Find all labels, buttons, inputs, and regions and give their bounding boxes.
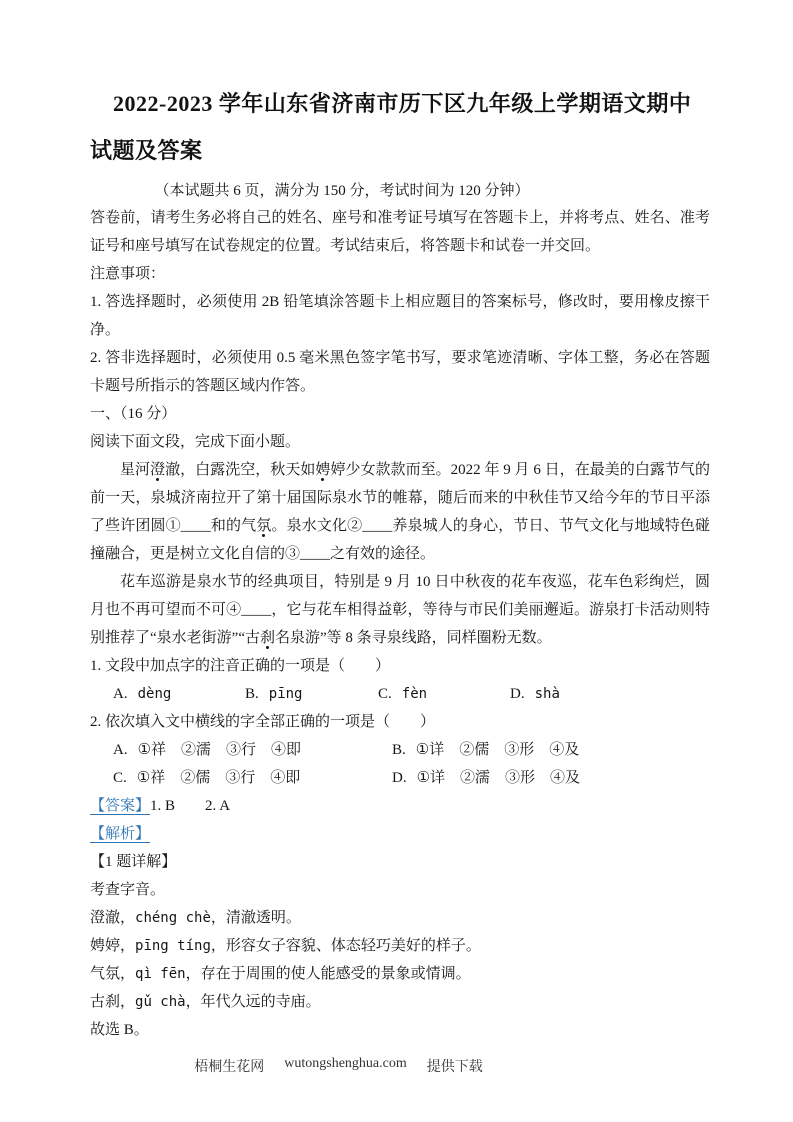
- explanation-text: 考查字音。: [90, 882, 166, 898]
- option-text: ①详 ②儒 ③形 ④及: [415, 742, 580, 758]
- question-1-option-b: [245, 680, 378, 708]
- explanation-text: ，清澈透明。: [210, 910, 301, 926]
- option-label: A.: [113, 742, 128, 758]
- explanation-line: [90, 988, 710, 1016]
- footer-download-label: 提供下载: [426, 1060, 483, 1075]
- option-label: A.: [113, 686, 128, 702]
- answer-text: 1. B 2. A: [150, 798, 231, 814]
- emphasized-char: 刹: [259, 630, 275, 646]
- explanation-line: [90, 904, 710, 932]
- question-1-option-c: [378, 680, 510, 708]
- explanation-pinyin: chéng chè: [135, 910, 211, 926]
- option-label: C.: [113, 770, 127, 786]
- explanation-text: 故选 B。: [90, 1022, 149, 1038]
- explanation-line: [90, 876, 710, 904]
- explanation-text: ，形容女子容貌、体态轻巧美好的样子。: [210, 938, 481, 954]
- option-label: C.: [378, 686, 392, 702]
- question-1-option-d: [510, 680, 710, 708]
- question-2-options: [90, 736, 710, 792]
- explanation-line: [90, 960, 710, 988]
- explanation-text: 澄澈，: [90, 910, 136, 926]
- question-2-option-c: [113, 764, 392, 792]
- option-label: B.: [245, 686, 259, 702]
- option-label: B.: [392, 742, 406, 758]
- notice-item-2: 2. 答非选择题时，必须使用 0.5 毫米黑色签字笔书写，要求笔迹清晰、字体工整，务必在答题卡题号所指示的答题区域内作答。: [90, 350, 710, 394]
- emphasized-char: 氛: [256, 518, 272, 534]
- question-2-option-d: [392, 764, 710, 792]
- explanation-line: [90, 1016, 710, 1044]
- answer-line: [90, 792, 710, 820]
- question-1-options: [90, 680, 710, 708]
- explanation-text: 气氛，: [90, 966, 136, 982]
- question-2-option-b: [392, 736, 710, 764]
- option-label: D.: [510, 686, 525, 702]
- emphasized-char: 娉: [315, 462, 331, 478]
- explanation-pinyin: pīng tíng: [135, 938, 211, 954]
- passage-text: 。泉水文化②____养泉城人的身心，节日、节气文化与地域特色碰撞融合，更是树立文化自信的③____之有效的途径。: [90, 518, 710, 562]
- question-1-option-a: [113, 680, 245, 708]
- passage-intro: 阅读下面文段，完成下面小题。: [90, 434, 301, 450]
- option-text: pīng: [268, 686, 303, 702]
- analysis-tag: 【解析】: [90, 826, 151, 842]
- page-title: [90, 80, 710, 174]
- explanation-text: 古刹，: [90, 994, 136, 1010]
- page-title-line2: 试题及答案: [90, 138, 203, 163]
- notice-heading: 注意事项：: [90, 266, 166, 282]
- explanation-line: [90, 932, 710, 960]
- question-1-stem: 1. 文段中加点字的注音正确的一项是（ ）: [90, 658, 391, 674]
- page-title-line1: 2022-2023 学年山东省济南市历下区九年级上学期语文期中: [113, 91, 692, 116]
- answer-tag: 【答案】: [90, 798, 151, 814]
- option-label: D.: [392, 770, 407, 786]
- exam-info: （本试题共 6 页，满分为 150 分，考试时间为 120 分钟）: [154, 183, 530, 199]
- footer-site-url: wutongshenghua.com: [284, 1056, 407, 1071]
- option-text: shà: [534, 686, 560, 702]
- explanation-text: ，存在于周围的使人能感受的景象或情调。: [185, 966, 471, 982]
- passage-text: 澈，白露洗空，秋天如: [165, 462, 316, 478]
- detail-heading-1: 【1 题详解】: [90, 854, 177, 870]
- option-text: dèng: [137, 686, 172, 702]
- question-2-stem: 2. 依次填入文中横线的字全部正确的一项是（ ）: [90, 714, 436, 730]
- footer-site-name: 梧桐生花网: [194, 1060, 265, 1075]
- passage-text: 星河: [120, 462, 151, 478]
- explanation-text: ，年代久远的寺庙。: [185, 994, 321, 1010]
- passage-paragraph-2: [90, 568, 710, 652]
- passage-text: 花车巡游是泉水节的经典项目，特别是 9 月 10 日中秋夜的花车夜巡，花车色彩绚烂，圆月也不再可望而不可④____，它与花车相得益彰，等待与市民们美丽邂逅。游泉打卡活动则特别推荐了“泉水老街游”“古: [90, 574, 710, 646]
- section-heading: 一、（16 分）: [90, 406, 177, 422]
- passage-text: 名泉游”等 8 条寻泉线路，同样圈粉无数。: [275, 630, 552, 646]
- preface-paragraph: 答卷前，请考生务必将自己的姓名、座号和准考证号填写在答题卡上，并将考点、姓名、准考证号和座号填写在试卷规定的位置。考试结束后，将答题卡和试卷一并交回。: [90, 210, 710, 254]
- explanation-pinyin: qì fēn: [135, 966, 186, 982]
- analysis-line: [90, 820, 710, 848]
- page-footer: [0, 1056, 793, 1076]
- explanation-pinyin: gǔ chà: [135, 994, 186, 1010]
- notice-item-1: 1. 答选择题时，必须使用 2B 铅笔填涂答题卡上相应题目的答案标号，修改时，要用橡皮擦干净。: [90, 294, 710, 338]
- option-text: fèn: [401, 686, 428, 702]
- passage-text: 婷少女款款而至。2022 年 9 月 6 日，在最美的白露节气的前一天，泉城济南拉开了第十届国际泉水节的帷幕，随后而来的中秋佳节又给今年的节日平添了些许团圆①____和的气: [90, 462, 710, 534]
- option-text: ①详 ②濡 ③形 ④及: [416, 770, 581, 786]
- passage-paragraph-1: [90, 456, 710, 568]
- explanation-text: 娉婷，: [90, 938, 136, 954]
- emphasized-char: 澄: [150, 462, 166, 478]
- option-text: ①祥 ②儒 ③行 ④即: [136, 770, 301, 786]
- question-2-option-a: [113, 736, 392, 764]
- option-text: ①祥 ②濡 ③行 ④即: [137, 742, 302, 758]
